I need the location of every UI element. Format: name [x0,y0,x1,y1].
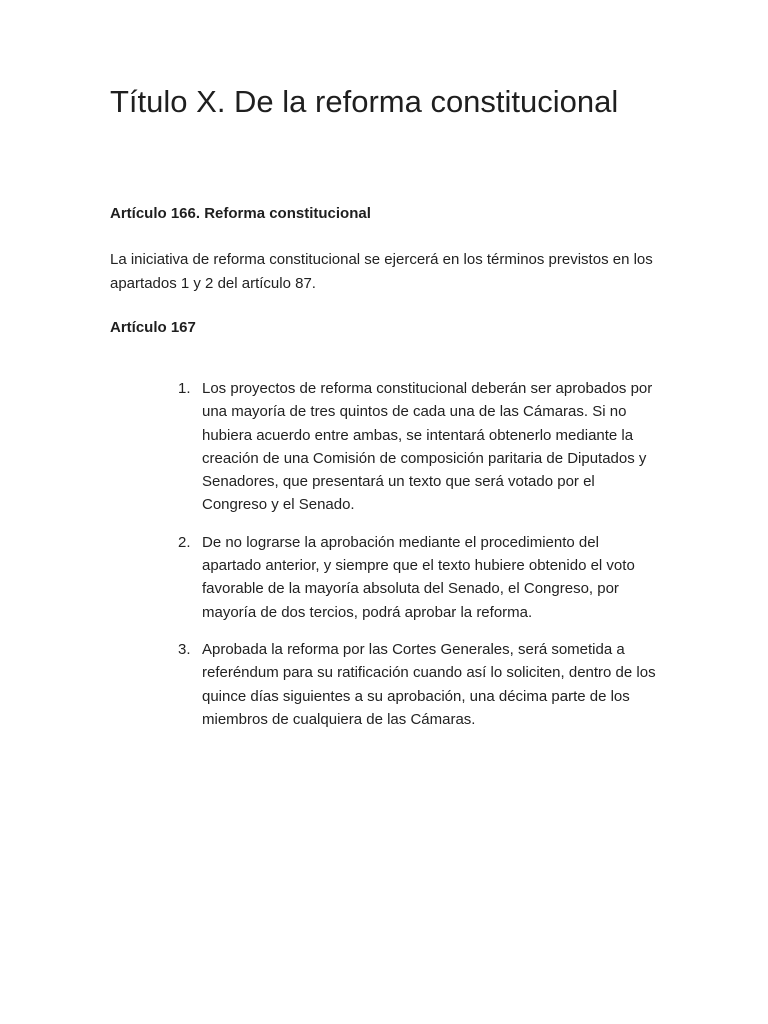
article-166-heading: Artículo 166. Reforma constitucional [110,205,371,222]
list-item-text: Aprobada la reforma por las Cortes Generales, será sometida a referéndum para su ratificación cuando así lo soliciten, dentro de los quince días siguientes a su aprobación, una décima parte de los miembros de cualquiera de las Cámaras. [202,640,656,728]
article-167-heading: Artículo 167 [110,319,196,336]
list-item-number: 1. [178,380,191,397]
list-item [178,377,660,517]
article-166-paragraph: La iniciativa de reforma constitucional se ejercerá en los términos previstos en los apartados 1 y 2 del artículo 87. [110,251,653,292]
list-item [178,638,660,731]
article-167-list [110,377,660,731]
list-item-text: De no lograrse la aprobación mediante el procedimiento del apartado anterior, y siempre que el texto hubiere obtenido el voto favorable de la mayoría absoluta del Senado, el Congreso, por mayoría de dos tercios, podrá aprobar la reforma. [202,533,635,621]
list-item [178,531,660,624]
document-title: Título X. De la reforma constitucional [110,84,619,119]
list-item-number: 2. [178,533,191,551]
document-page [110,84,660,745]
list-item-text: Los proyectos de reforma constitucional deberán ser aprobados por una mayoría de tres quintos de cada una de las Cámaras. Si no hubiera acuerdo entre ambas, se intentará obtenerlo mediante la creación de una Comisión de composición paritaria de Diputados y Senadores, que presentará un texto que será votado por el Congreso y el Senado. [202,380,653,514]
list-item-number: 3. [178,640,191,658]
